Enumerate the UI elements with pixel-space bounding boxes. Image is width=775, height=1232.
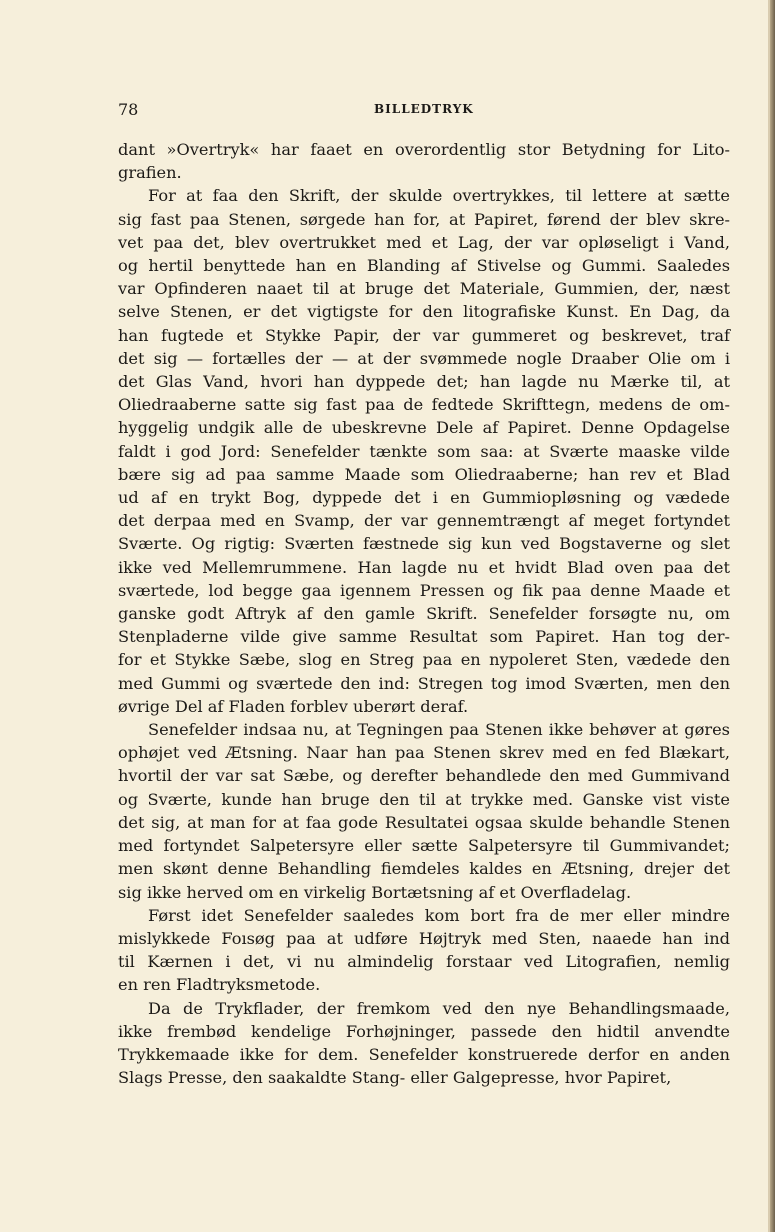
text-line: grafien. — [118, 163, 182, 183]
text-line: ganske godt Aftryk af den gamle Skrift. Senefelder forsøgte nu, om — [118, 604, 730, 624]
text-line: Oliedraaberne satte sig fast paa de fedtede Skrifttegn, medens de om- — [118, 395, 730, 415]
text-line: Stenpladerne vilde give samme Resultat som Papiret. Han tog der- — [118, 627, 730, 647]
text-line: ikke frembød kendelige Forhøjninger, passede den hidtil anvendte — [118, 1021, 730, 1041]
text-line: hyggelig undgik alle de ubeskrevne Dele af Papiret. Denne Opdagelse — [118, 418, 730, 438]
paragraph — [118, 718, 730, 904]
text-line: sig ikke herved om en virkelig Bortætsning af et Overfladelag. — [118, 882, 632, 902]
text-line: Da de Trykflader, der fremkom ved den nye Behandlingsmaade, — [148, 998, 730, 1018]
running-head: BILLEDTRYK — [374, 102, 474, 116]
text-line: dant »Overtryk« har faaet en overordentlig stor Betydning for Lito- — [118, 140, 730, 159]
text-line: øvrige Del af Fladen forblev uberørt deraf. — [118, 696, 469, 716]
page-edge — [770, 0, 775, 1232]
text-line: det sig — fortælles der — at der svømmede nogle Draaber Olie om i — [118, 348, 730, 368]
text-line: det Glas Vand, hvori han dyppede det; han lagde nu Mærke til, at — [118, 372, 730, 392]
text-line: Senefelder indsaa nu, at Tegningen paa Stenen ikke behøver at gøres — [148, 720, 730, 740]
text-line: Slags Presse, den saakaldte Stang- eller Galgepresse, hvor Papiret, — [118, 1068, 672, 1088]
text-line: for et Stykke Sæbe, slog en Streg paa en nypoleret Sten, vædede den — [118, 650, 730, 670]
text-line: til Kærnen i det, vi nu almindelig forstaar ved Litografien, nemlig — [118, 952, 730, 972]
text-line: ud af en trykt Bog, dyppede det i en Gummiopløsning og vædede — [118, 488, 730, 508]
text-line: og Sværte, kunde han bruge den til at trykke med. Ganske vist viste — [118, 789, 730, 809]
text-line: han fugtede et Stykke Papir, der var gummeret og beskrevet, traf — [118, 325, 730, 345]
text-line: ikke ved Mellemrummene. Han lagde nu et hvidt Blad oven paa det — [118, 557, 730, 577]
paragraph — [118, 904, 730, 997]
text-line: og hertil benyttede han en Blanding af Stivelse og Gummi. Saaledes — [118, 256, 730, 276]
text-line: det sig, at man for at faa gode Resultatei ogsaa skulde behandle Stenen — [118, 812, 730, 832]
text-line: Trykkemaade ikke for dem. Senefelder konstruerede derfor en anden — [118, 1044, 730, 1064]
paragraph — [118, 184, 730, 718]
body-text — [118, 138, 730, 1089]
text-line: faldt i god Jord: Senefelder tænkte som saa: at Sværte maaske vilde — [118, 441, 730, 461]
text-line: med Gummi og sværtede den ind: Stregen tog imod Sværten, men den — [118, 673, 730, 693]
text-line: selve Stenen, er det vigtigste for den litografiske Kunst. En Dag, da — [118, 302, 730, 322]
text-line: en ren Fladtryksmetode. — [118, 975, 321, 995]
text-line: hvortil der var sat Sæbe, og derefter behandlede den med Gummivand — [118, 766, 730, 786]
text-line: bære sig ad paa samme Maade som Oliedraaberne; han rev et Blad — [118, 464, 730, 484]
text-line: sværtede, lod begge gaa igennem Pressen og fik paa denne Maade et — [118, 580, 730, 600]
text-line: vet paa det, blev overtrukket med et Lag, der var opløseligt i Vand, — [118, 232, 730, 252]
text-line: For at faa den Skrift, der skulde overtrykkes, til lettere at sætte — [148, 186, 730, 206]
text-line: mislykkede Foısøg paa at udføre Højtryk med Sten, naaede han ind — [118, 928, 730, 948]
text-line: med fortyndet Salpetersyre eller sætte Salpetersyre til Gummivandet; — [118, 836, 730, 856]
text-line: var Opfinderen naaet til at bruge det Materiale, Gummien, der, næst — [118, 279, 730, 299]
text-line: sig fast paa Stenen, sørgede han for, at Papiret, førend der blev skre- — [118, 209, 730, 229]
text-line: det derpaa med en Svamp, der var gennemtrængt af meget fortyndet — [118, 511, 730, 531]
text-line: Først idet Senefelder saaledes kom bort fra de mer eller mindre — [148, 905, 730, 925]
text-line: men skønt denne Behandling fiemdeles kaldes en Ætsning, drejer det — [118, 859, 730, 879]
paragraph — [118, 138, 730, 184]
paragraph — [118, 997, 730, 1090]
page-number: 78 — [118, 100, 139, 119]
page-header — [118, 100, 730, 124]
text-line: Sværte. Og rigtig: Sværten fæstnede sig kun ved Bogstaverne og slet — [118, 534, 730, 554]
text-line: ophøjet ved Ætsning. Naar han paa Stenen skrev med en fed Blækart, — [118, 743, 730, 763]
